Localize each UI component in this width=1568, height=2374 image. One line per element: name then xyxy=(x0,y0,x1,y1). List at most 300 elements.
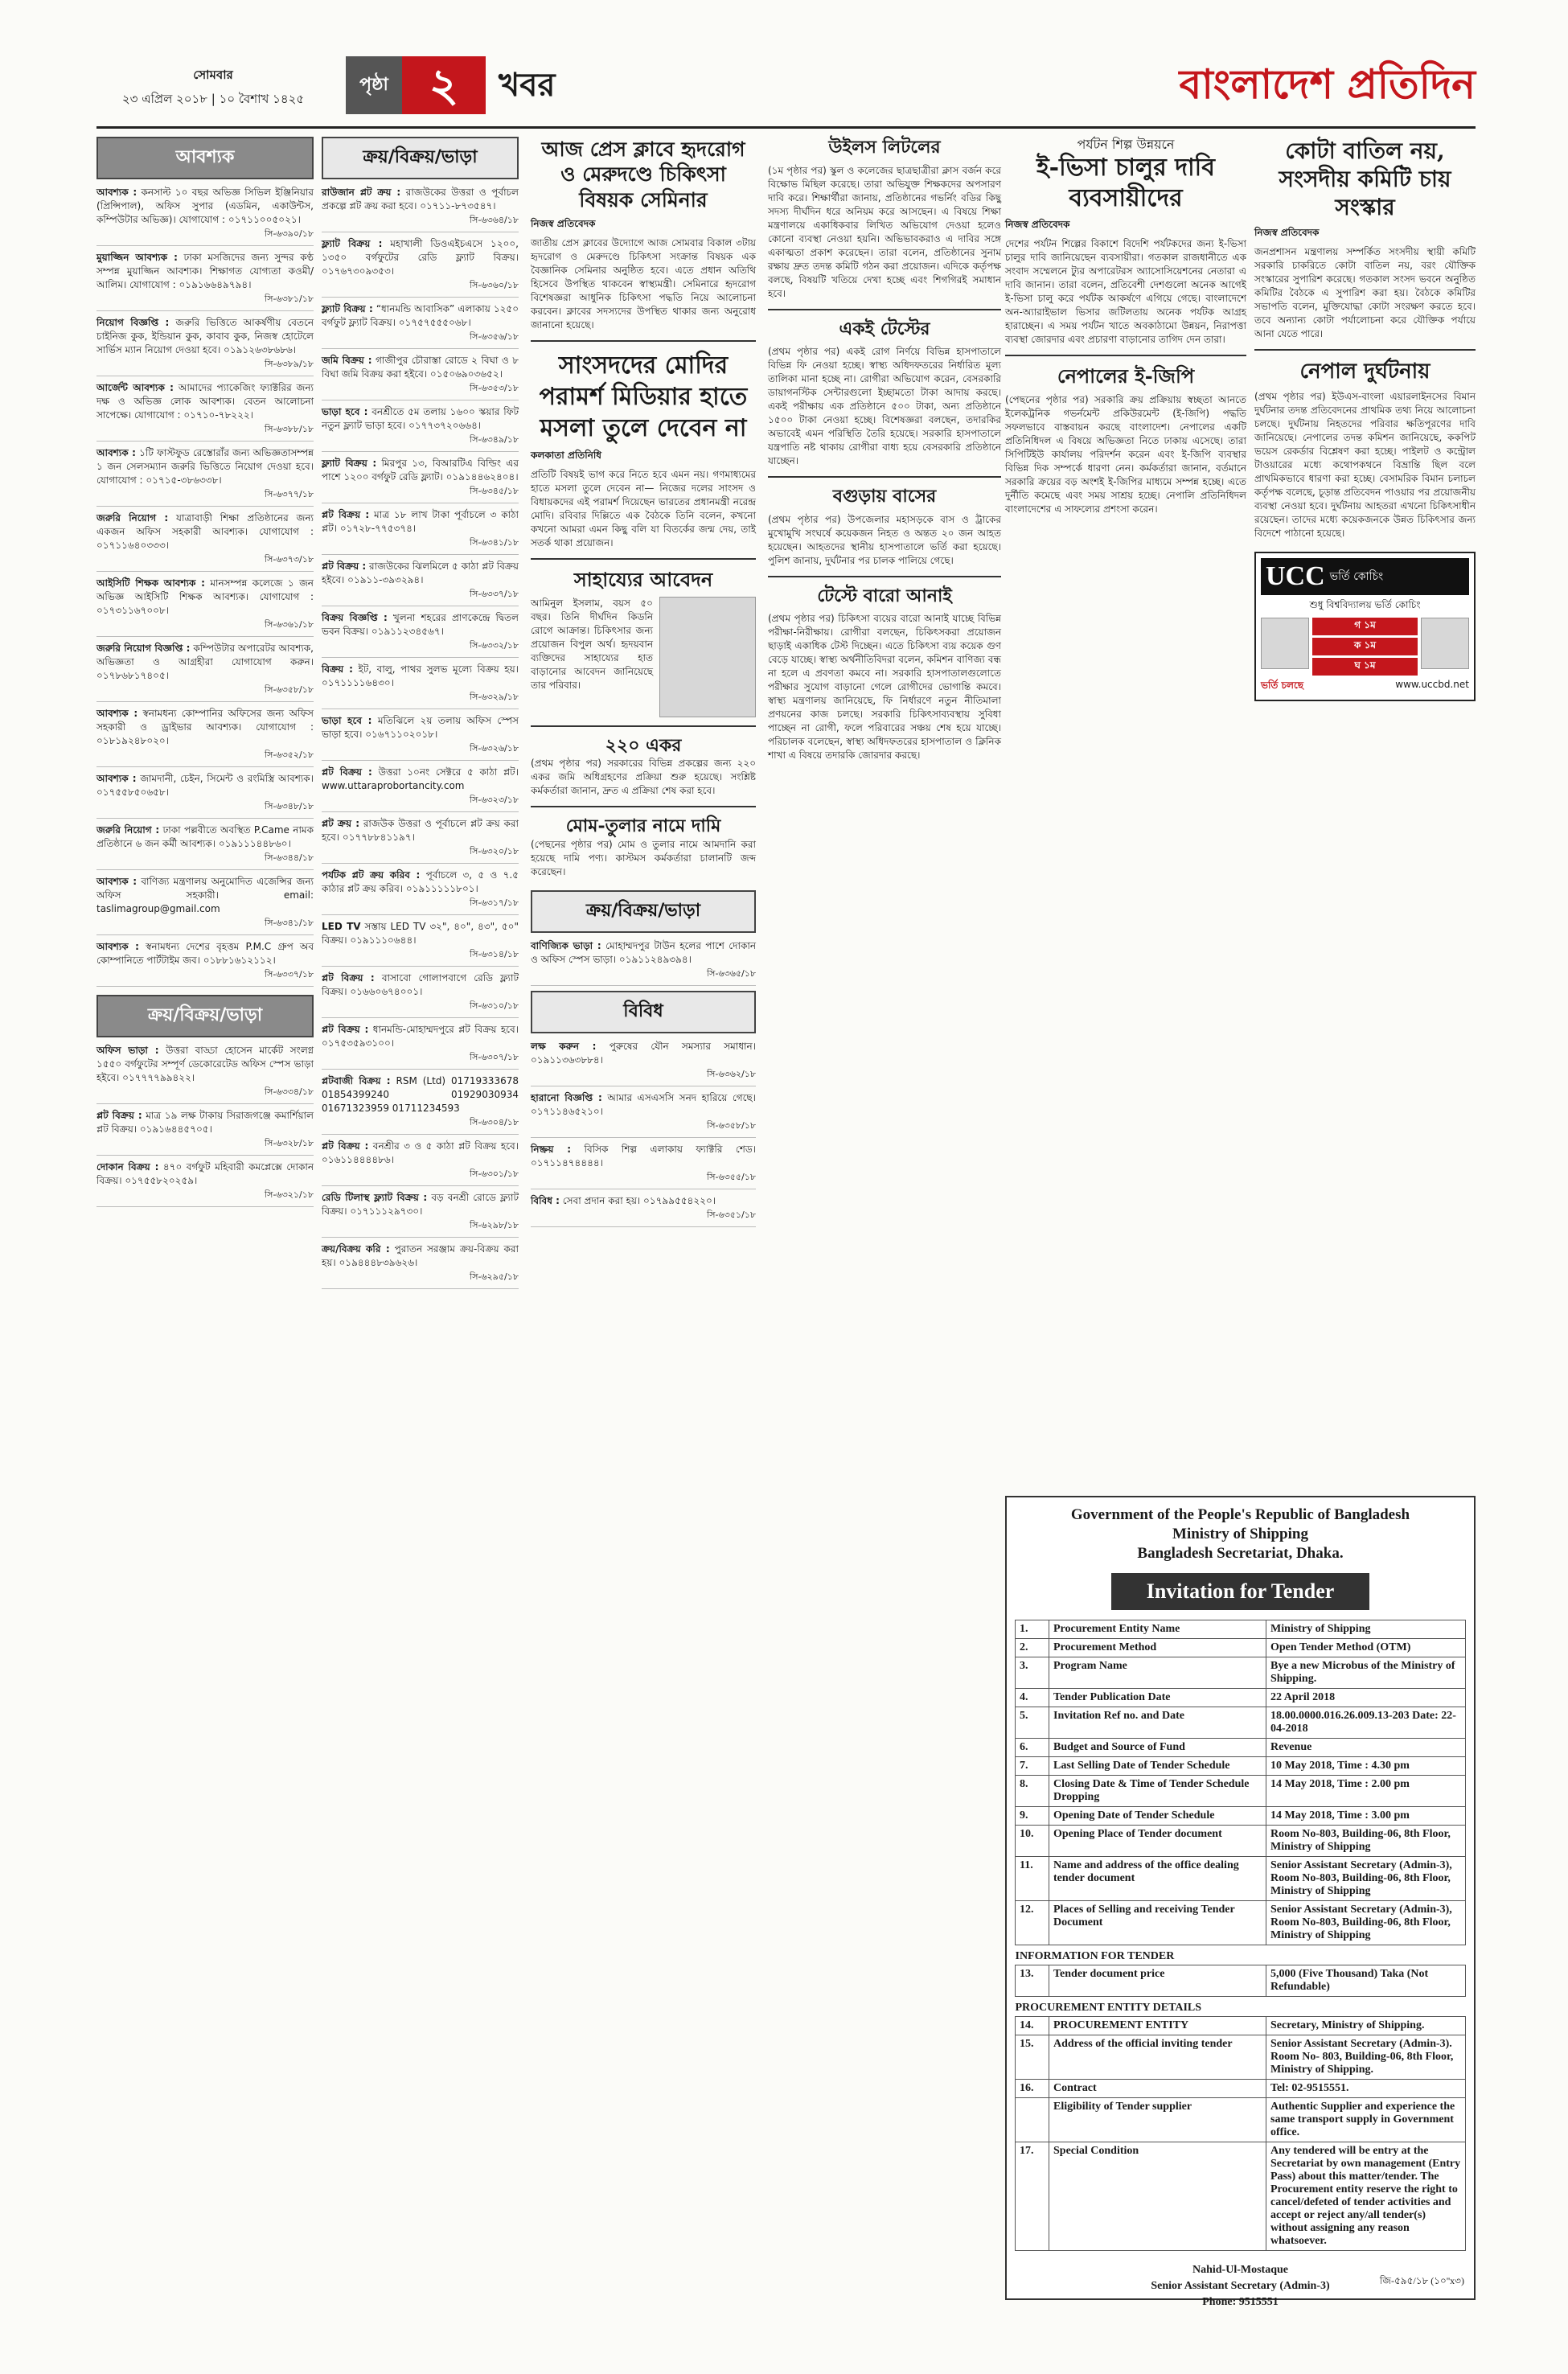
classified-ad xyxy=(322,663,519,709)
ad-text: ৪৭০ বর্গফুট মহিবারী কমপ্লেক্সে দোকান বিক্রয়। ০১৭৫৫৮২০২৫৯। xyxy=(96,1161,314,1186)
ad-lead: লক্ষ করুন : xyxy=(531,1040,597,1052)
category-header-misc: বিবিধ xyxy=(531,991,756,1033)
ad-lead: জরুরি নিয়োগ : xyxy=(96,824,160,836)
article-body: (প্রথম পৃষ্ঠার পর) উপজেলার মহাসড়কে বাস ও ট্রাকের মুখোমুখি সংঘর্ষে কয়েকজন নিহত ও অন্তত ২০ জন আহত হয়েছেন। আহতদের স্থানীয় হাসপাতালে ভর্তি করা হয়েছে। পুলিশ জানায়, দুর্ঘটনার পর চালক পালিয়ে গেছে। xyxy=(768,513,1001,566)
article-body: জাতীয় প্রেস ক্লাবের উদ্যোগে আজ সোমবার বিকাল ৩টায় হৃদরোগ ও মেরুদণ্ডে চিকিৎসা সংক্রান্ত বিষয়ক এক বৈজ্ঞানিক সেমিনার অনুষ্ঠিত হবে। এতে প্রধান অতিথি হিসেবে উপস্থিত থাকবেন স্বাস্থ্যমন্ত্রী। সেমিনারে হৃদরোগ বিশেষজ্ঞরা আধুনিক চিকিৎসা পদ্ধতি নিয়ে আলোচনা করবেন। ক্লাবের সদস্যদের উপস্থিত থাকার জন্য অনুরোধ জানানো হয়েছে। xyxy=(531,236,756,331)
ad-lead: ফ্ল্যাট বিক্রয় : xyxy=(322,458,377,469)
ad-text: রাজউকের ঝিলমিলে ৫ কাঠা প্লট বিক্রয় হইবে। ০১৯১১-৩৯৩২৯৪। xyxy=(322,561,519,585)
tender-row-label: Procurement Entity Name xyxy=(1049,1620,1266,1639)
article-body: জনপ্রশাসন মন্ত্রণালয় সম্পর্কিত সংসদীয় স্থায়ী কমিটি সরকারি চাকরিতে কোটা বাতিল নয়, বরং যৌক্তিক সংস্কারের সুপারিশ করেছে। গতকাল সংসদ ভবনে অনুষ্ঠিত কমিটির বৈঠকে এ সুপারিশ করা হয়। বৈঠকে কমিটির সভাপতি বলেন, মুক্তিযোদ্ধা কোটা সংরক্ষণ করতে হবে। তবে অন্যান্য কোটা পর্যালোচনা করে যৌক্তিক পর্যায়ে আনা যেতে পারে। xyxy=(1254,246,1476,339)
news-column-5 xyxy=(1005,137,1246,516)
ad-text: সস্তায় LED TV ৩২", ৪০", ৪৩", ৫০" বিক্রয়। ০১৯১১১০৬৪৪। xyxy=(322,921,519,946)
tender-row xyxy=(1016,1707,1466,1739)
tender-row xyxy=(1016,1657,1466,1689)
ad-text: পূর্বাচলে ৩, ৫ ও ৭.৫ কাঠার প্লট ক্রয় করিব। ০১৯১১১১১৮০১। xyxy=(322,869,519,894)
category-header-buy-sell-rent: ক্রয়/বিক্রয়/ভাড়া xyxy=(322,137,519,179)
headline-wax-cotton: মোম-তুলার নামে দামি xyxy=(565,815,721,837)
ad-text: মোহাম্মদপুর টাউন হলের পাশে দোকান ও অফিস স্পেস ভাড়া। ০১৯১১২৪৯৩৯৪। xyxy=(531,939,756,965)
ad-text: স্বনামধন্য কোম্পানির অফিসের জন্য অফিস সহকারী ও ড্রাইভার আবশ্যক। যোগাযোগ : ০১৮১৯২৪৮০২০। xyxy=(96,708,314,746)
ad-code: সি-৬৩২০/১৮ xyxy=(470,846,519,856)
ad-text: সেবা প্রদান করা হয়। ০১৭৯৯৫৫৪২২০। xyxy=(562,1194,716,1206)
tender-row-number: 4. xyxy=(1016,1689,1049,1707)
tender-row-label: Name and address of the office dealing tender document xyxy=(1049,1857,1266,1901)
ad-code: সি-৬৩৯০/১৮ xyxy=(265,228,314,239)
tender-row xyxy=(1016,1807,1466,1826)
headline-wills-little: উইলস লিটলের xyxy=(828,137,941,158)
ad-lead: হারানো বিজ্ঞপ্তি : xyxy=(531,1091,602,1103)
ad-lead: জরুরি নিয়োগ বিজ্ঞপ্তি : xyxy=(96,643,191,654)
ad-code: সি-৬৩৮৯/১৮ xyxy=(265,359,314,369)
ad-code: সি-৬৩৬৪/১৮ xyxy=(470,215,519,225)
divider xyxy=(768,309,1001,310)
page-number: ২ xyxy=(402,56,486,114)
tender-row-value: Bye a new Microbus of the Ministry of Shipping. xyxy=(1266,1657,1466,1689)
classified-ad xyxy=(322,405,519,452)
tender-row xyxy=(1016,2098,1466,2142)
ad-text: বাণিজ্য মন্ত্রণালয় অনুমোদিত এজেন্সির জন্য অফিস সহকারী। email: taslimagroup@gmail.com xyxy=(96,876,314,914)
tender-row-label: PROCUREMENT ENTITY xyxy=(1049,2017,1266,2035)
student-photo xyxy=(1261,618,1309,669)
tender-row-value: Any tendered will be entry at the Secretariat by own management (Entry Pass) about this matter/tender. The Procurement entity reserve the right to cancel/defeted of tender activities and accept or reject any/all tender(s) without assigning any reason whatsoever. xyxy=(1266,2142,1466,2251)
tender-row-label: Opening Place of Tender document xyxy=(1049,1826,1266,1857)
page-label: পৃষ্ঠা xyxy=(346,56,402,114)
ad-lead: প্লট বিক্রয় : xyxy=(322,509,370,520)
headline-twelve-annas: টেস্টে বারো আনাই xyxy=(817,585,952,606)
ad-code: সি-৬৩৮১/১৮ xyxy=(265,294,314,304)
ad-text: বাসাবো গোলাপবাগে রেডি ফ্ল্যাট বিক্রয়। ০১৬৬০৬৭৪০০১। xyxy=(322,972,519,997)
news-column-6 xyxy=(1254,137,1476,701)
ad-lead: আইসিটি শিক্ষক আবশ্যক : xyxy=(96,577,205,589)
classified-ad xyxy=(96,577,314,637)
classified-ad xyxy=(322,457,519,503)
article-body: (পেছনের পৃষ্ঠার পর) সরকারি ক্রয় প্রক্রিয়ায় স্বচ্ছতা আনতে ইলেকট্রনিক গভর্নমেন্ট প্রকিউরমেন্ট (ই-জিপি) পদ্ধতি সফলভাবে বাস্তবায়ন করছে বাংলাদেশ। নেপালের একটি প্রতিনিধিদল এ বিষয়ে অভিজ্ঞতা নিতে ঢাকায় এসেছে। তারা সিপিটিইউ কার্যালয় পরিদর্শন করেন এবং ই-জিপি ব্যবস্থার বিভিন্ন দিক সম্পর্কে ধারণা নেন। কর্মকর্তারা জানান, বর্তমানে সরকারি ক্রয়ের বড় অংশই ই-জিপির মাধ্যমে সম্পন্ন হচ্ছে। এতে দুর্নীতি কমেছে এবং সময় সাশ্রয় হচ্ছে। নেপালি প্রতিনিধিদল বাংলাদেশের এ সাফল্যের প্রশংসা করেন। xyxy=(1005,394,1246,515)
student-photo xyxy=(1421,618,1469,669)
ad-code: সি-৬৩১০/১৮ xyxy=(470,1000,519,1011)
ad-text: মাত্র ১৮ লাখ টাকা পূর্বাচলে ৩ কাঠা প্লট। ০১৭২৮-৭৭৫৩৭৪। xyxy=(322,509,519,534)
section-title: খবর xyxy=(499,66,556,104)
tender-row-number: 3. xyxy=(1016,1657,1049,1689)
ad-lead: বিক্রয় : xyxy=(322,663,353,675)
ad-lead: বিবিধ : xyxy=(531,1194,560,1206)
divider xyxy=(531,340,756,342)
tender-row-number: 13. xyxy=(1016,1965,1049,1997)
ad-code: সি-৬৩৫২/১৮ xyxy=(265,750,314,760)
ad-text: বনশ্রীতে ৫ম তলায় ১৬০০ স্কয়ার ফিট নতুন ফ্ল্যাট ভাড়া হবে। ০১৭৭৩৭২০৬৬৪। xyxy=(322,406,519,431)
tender-row-label: Special Condition xyxy=(1049,2142,1266,2251)
ad-lead: ভাড়া হবে : xyxy=(322,406,368,417)
tender-row-label: Invitation Ref no. and Date xyxy=(1049,1707,1266,1739)
ad-text: উত্তরা ১০নং সেক্টরে ৫ কাঠা প্লট। www.uttaraprobortancity.com xyxy=(322,766,519,791)
divider xyxy=(531,725,756,727)
classified-ad xyxy=(96,186,314,246)
misc-ads-list xyxy=(531,1040,756,1227)
ad-lead: প্লটবাজী বিক্রয় : xyxy=(322,1075,391,1086)
ad-code: সি-৬৩৪৫/১৮ xyxy=(470,486,519,496)
tender-row-number: 7. xyxy=(1016,1757,1049,1776)
tender-row-number: 2. xyxy=(1016,1639,1049,1657)
article-body: (প্রথম পৃষ্ঠার পর) সরকারের বিভিন্ন প্রকল্পের জন্য ২২০ একর জমি অধিগ্রহণের প্রক্রিয়া শুরু হয়েছে। সংশ্লিষ্ট কর্মকর্তারা জানান, দ্রুত এ প্রক্রিয়া শেষ করা হবে। xyxy=(531,758,756,797)
tender-row-number: 11. xyxy=(1016,1857,1049,1901)
divider xyxy=(531,806,756,807)
tender-row-number: 1. xyxy=(1016,1620,1049,1639)
classified-ad xyxy=(322,560,519,606)
ad-code: সি-৬৩৩৪/১৮ xyxy=(265,1086,314,1097)
ad-text: ১টি ফাস্টফুড রেস্তোরাঁর জন্য অভিজ্ঞতাসম্পন্ন ১ জন সেলসম্যান জরুরি ভিত্তিতে নিয়োগ দেওয়া হবে। যোগাযোগ : ০১৭১৫-৩৮৬৩৩৮। xyxy=(96,447,314,486)
tender-row-label: Tender Publication Date xyxy=(1049,1689,1266,1707)
tender-row-number: 10. xyxy=(1016,1826,1049,1857)
kicker: পর্যটন শিল্প উন্নয়নে xyxy=(1077,137,1175,152)
ad-lead: আবশ্যক : xyxy=(96,876,138,887)
article-body: (প্রথম পৃষ্ঠার পর) একই রোগ নির্ণয়ে বিভিন্ন হাসপাতালে বিভিন্ন ফি নেওয়া হচ্ছে। স্বাস্থ্য অধিদফতরের নির্ধারিত মূল্য তালিকা মানা হচ্ছে না। রোগীরা অভিযোগ করেন, বেসরকারি ডায়াগনস্টিক সেন্টারগুলো ইচ্ছামতো টাকা আদায় করছে। একই পরীক্ষায় এক প্রতিষ্ঠানে ৫০০ টাকা, অন্য প্রতিষ্ঠানে ১৫০০ টাকা নেওয়া হচ্ছে। বিশেষজ্ঞরা বলছেন, তদারকির অভাবেই এমন পরিস্থিতি তৈরি হয়েছে। সরকারি হাসপাতালে যন্ত্রপাতি নষ্ট থাকায় রোগীরা বাধ্য হয়ে বেসরকারি প্রতিষ্ঠানে যাচ্ছেন। xyxy=(768,346,1001,466)
ad-code: সি-৬৩৮৮/১৮ xyxy=(265,424,314,434)
byline: নিজস্ব প্রতিবেদক xyxy=(1254,227,1320,238)
byline: নিজস্ব প্রতিবেদক xyxy=(531,217,596,229)
tender-row-label: Procurement Method xyxy=(1049,1639,1266,1657)
tender-row-value: 14 May 2018, Time : 2.00 pm xyxy=(1266,1776,1466,1807)
tender-row-number: 8. xyxy=(1016,1776,1049,1807)
masthead xyxy=(96,56,1476,129)
ad-text: পুরাতন সরঞ্জাম ক্রয়-বিক্রয় করা হয়। ০১৯৪৪৪৮৩৯৬২৬। xyxy=(322,1243,519,1268)
tender-secretariat: Bangladesh Secretariat, Dhaka. xyxy=(1137,1545,1344,1562)
tender-row xyxy=(1016,2142,1466,2251)
article-body: প্রতিটি বিষয়ই ভাগ করে নিতে হবে এমন নয়। গণমাধ্যমের হাতে মসলা তুলে দেবেন না— নিজের দলের সাংসদ ও বিধায়কদের এই পরামর্শ দিয়েছেন ভারতের প্রধানমন্ত্রী নরেন্দ্র মোদি। রবিবার দিল্লিতে এক বৈঠকে তিনি বলেন, কখনো কখনো আমরা এমন কিছু বলি যা বিতর্কের জন্ম দেয়, তাই সতর্ক থাকা প্রয়োজন। xyxy=(531,468,756,548)
ad-text: ঢাকা মসজিদের জন্য সুন্দর কণ্ঠ সম্পন্ন মুয়াজ্জিন আবশ্যক। শিক্ষাগত যোগ্যতা কওমী/আলিম। যোগাযোগ : ০১৯১৬৬৪৯৭৯৪। xyxy=(96,252,314,290)
tender-row xyxy=(1016,1826,1466,1857)
classified-ad xyxy=(96,1160,314,1207)
buy-sell-rent-ads-list xyxy=(322,186,519,1289)
signatory-name: Nahid-Ul-Mostaque xyxy=(1192,2264,1288,2276)
tender-row xyxy=(1016,1901,1466,1945)
headline-help-appeal: সাহায্যের আবেদন xyxy=(573,567,713,591)
ad-lead: আর্জেন্ট আবশ্যক : xyxy=(96,382,174,393)
ad-lead: দোকান বিক্রয় : xyxy=(96,1161,159,1173)
ad-code: সি-৬৩৪১/১৮ xyxy=(470,537,519,548)
ucc-rank-tag: ঘ ১ম xyxy=(1312,658,1418,676)
tender-row-label: Closing Date & Time of Tender Schedule Dropping xyxy=(1049,1776,1266,1807)
tender-row-label: Address of the official inviting tender xyxy=(1049,2035,1266,2080)
ad-lead: প্লট বিক্রয় : xyxy=(322,972,375,984)
tender-row-label: Contract xyxy=(1049,2080,1266,2098)
ad-text: ইট, বালু, পাথর সুলভ মূল্যে বিক্রয় হয়। ০১৭১১১১৬৪৩০। xyxy=(322,663,519,688)
ucc-website[interactable]: www.uccbd.net xyxy=(1395,678,1469,690)
ad-text: বড় বনশ্রী রোডে ফ্ল্যাট বিক্রয়। ০১৭১১১২৯৭৩০। xyxy=(322,1192,519,1217)
article-body: (পেছনের পৃষ্ঠার পর) মোম ও তুলার নামে আমদানি করা হয়েছে দামি পণ্য। কাস্টমস কর্মকর্তারা চালানটি জব্দ করেছেন। xyxy=(531,838,756,877)
classified-ad xyxy=(322,508,519,555)
buy-sell-ads-list xyxy=(96,1044,314,1207)
ad-text: মহাখালী ডিওএইচএসে ১২০০, ১৩৫০ বর্গফুটের রেডি ফ্ল্যাট বিক্রয়। ০১৭৬৭৩০৯৩৫৩। xyxy=(322,238,519,277)
divider xyxy=(1254,349,1476,351)
tender-row-value: Secretary, Ministry of Shipping. xyxy=(1266,2017,1466,2035)
ad-lead: প্লট বিক্রয় : xyxy=(322,766,372,778)
ad-text: আমার এসএসসি সনদ হারিয়ে গেছে। ০১৭১১৪৬৫২১০। xyxy=(531,1091,756,1117)
tender-row-value: Authentic Supplier and experience the same transport supply in Government office. xyxy=(1266,2098,1466,2142)
byline: কলকাতা প্রতিনিধি xyxy=(531,449,602,461)
ad-code: সি-৬৩৩৭/১৮ xyxy=(265,969,314,980)
ad-text: ঢাকা পল্লবীতে অবস্থিত P.Came নামক প্রতিষ্ঠানে ৬ জন কর্মী আবশ্যক। ০১৯১১১৪৪৮৬০। xyxy=(96,824,314,849)
ad-lead: আবশ্যক : xyxy=(96,187,138,198)
ad-text: স্বনামধন্য দেশের বৃহত্তম P.M.C গ্রুপ অব কোম্পানিতে পার্টটাইম জব। ০১৮৮১৬১২১১২। xyxy=(96,941,314,966)
ad-code: সি-৬৩৪৮/১৮ xyxy=(265,801,314,811)
tender-row-value: Senior Assistant Secretary (Admin-3), Room No-803, Building-06, 8th Floor, Ministry of Shipping xyxy=(1266,1857,1466,1901)
tender-row xyxy=(1016,1776,1466,1807)
ad-code: সি-৬৩৫৩/১৮ xyxy=(470,383,519,393)
headline-modi-advice: সাংসদদের মোদির পরামর্শ মিডিয়ার হাতে মসলা তুলে দেবেন না xyxy=(539,351,748,442)
ad-lead: আবশ্যক : xyxy=(96,708,138,719)
ad-lead: LED TV xyxy=(322,921,361,932)
category-header-wanted: আবশ্যক xyxy=(96,137,314,179)
classified-ad xyxy=(96,381,314,442)
ad-text: উত্তরা বাড্ডা হোসেন মার্কেট সংলগ্ন ১৫৫০ বর্গফুটের সম্পূর্ণ ডেকোরেটেড অফিস স্পেস ভাড়া হইবে। ০১৭৭৭৭৯৯৪২২। xyxy=(96,1045,314,1083)
tender-row-label: Opening Date of Tender Schedule xyxy=(1049,1807,1266,1826)
tender-row xyxy=(1016,1689,1466,1707)
classified-ad xyxy=(96,446,314,507)
ad-code: সি-৬৩২১/১৮ xyxy=(265,1189,314,1200)
tender-government: Government of the People's Republic of Bangladesh xyxy=(1070,1506,1410,1523)
tender-row-number: 12. xyxy=(1016,1901,1049,1945)
ad-code: সি-৬৩৪৪/১৮ xyxy=(265,852,314,863)
divider xyxy=(1005,355,1246,356)
tender-row-value: Senior Assistant Secretary (Admin-3), Room No-803, Building-06, 8th Floor, Ministry of Shipping xyxy=(1266,1901,1466,1945)
headline-e-visa: ই-ভিসা চালুর দাবি ব্যবসায়ীদের xyxy=(1036,154,1215,212)
classified-ad xyxy=(531,939,756,986)
ad-lead: মুয়াজ্জিন আবশ্যক : xyxy=(96,252,178,263)
ad-code: সি-৬৩৫৮/১৮ xyxy=(707,1119,756,1131)
ad-lead: প্লট ক্রয় : xyxy=(322,818,359,829)
tender-title: Invitation for Tender xyxy=(1111,1573,1369,1610)
article-body: (প্রথম পৃষ্ঠার পর) ইউএস-বাংলা এয়ারলাইনসের বিমান দুর্ঘটনার তদন্ত প্রতিবেদনের প্রাথমিক তথ্য নিয়ে আলোচনা চলছে। দুর্ঘটনায় নিহতদের পরিবার ক্ষতিপূরণের দাবি জানিয়েছে। নেপালের তদন্ত কমিশন জানিয়েছে, ককপিট ভয়েস রেকর্ডার বিশ্লেষণ করা হচ্ছে। পাইলট ও কন্ট্রোল টাওয়ারের মধ্যে কথোপকথনে বিভ্রান্তি ছিল বলে প্রাথমিকভাবে ধারণা করা হচ্ছে। বেসামরিক বিমান চলাচল কর্তৃপক্ষ বলেছে, চূড়ান্ত প্রতিবেদন পাওয়ার পর প্রয়োজনীয় ব্যবস্থা নেওয়া হবে। দুর্ঘটনায় আহতরা এখনো চিকিৎসাধীন রয়েছেন। তাদের মধ্যে কয়েকজনকে উন্নত চিকিৎসার জন্য বিদেশে পাঠানো হয়েছে। xyxy=(1254,390,1476,539)
ad-text: মিরপুর ১৩, বিআরটিএ বিল্ডিং এর পাশে ১২০০ বর্গফুট রেডি ফ্ল্যাট। ০১৯১৪৪৬২৪০৪। xyxy=(322,458,519,483)
classifieds-column-1 xyxy=(96,137,314,1212)
classified-ad xyxy=(96,1109,314,1156)
headline-nepal-egp: নেপালের ই-জিপি xyxy=(1057,364,1195,388)
ad-lead: আবশ্যক : xyxy=(96,941,139,952)
tender-row-number: 15. xyxy=(1016,2035,1049,2080)
ad-code: সি-৬৩২৬/১৮ xyxy=(470,743,519,754)
ucc-tagline: শুধু বিশ্ববিদ্যালয় ভর্তি কোচিং xyxy=(1309,598,1421,610)
tender-row xyxy=(1016,1739,1466,1757)
ad-code: সি-৬৩৬৫/১৮ xyxy=(707,967,756,979)
tender-row xyxy=(1016,1965,1466,1997)
tender-row xyxy=(1016,1857,1466,1901)
classified-ad xyxy=(96,316,314,376)
ad-code: সি-৬৩২৯/১৮ xyxy=(470,692,519,702)
tender-row xyxy=(1016,2080,1466,2098)
ad-text: যাত্রাবাড়ী শিক্ষা প্রতিষ্ঠানের জন্য একজন অফিস সহকারী আবশ্যক। যোগাযোগ : ০১৭১১৬৪০৩৩৩। xyxy=(96,512,314,551)
ucc-subtitle: ভর্তি কোচিং xyxy=(1329,569,1384,583)
tender-notice xyxy=(1005,1496,1476,2308)
article-body: (১ম পৃষ্ঠার পর) স্কুল ও কলেজের ছাত্রছাত্রীরা ক্লাস বর্জন করে বিক্ষোভ মিছিল করেছে। তারা অভিযুক্ত শিক্ষকদের অপসারণ দাবি করে। শিক্ষার্থীরা জানায়, প্রতিষ্ঠানের গভর্নিং বডির কিছু সদস্য দীর্ঘদিন ধরে অনিয়ম করে আসছেন। এ বিষয়ে শিক্ষা মন্ত্রণালয়ে একাধিকবার লিখিত অভিযোগ দেওয়া হলেও কোনো ব্যবস্থা নেওয়া হয়নি। অভিভাবকরাও এ দাবির সঙ্গে একাত্মতা প্রকাশ করেছেন। তারা বলেন, প্রতিষ্ঠানের সুনাম রক্ষায় দ্রুত তদন্ত কমিটি গঠন করা প্রয়োজন। এদিকে কর্তৃপক্ষ বলছে, বিষয়টি খতিয়ে দেখা হচ্ছে এবং শিগগিরই সমাধান হবে। xyxy=(768,164,1001,299)
ad-lead: প্লট বিক্রয় : xyxy=(322,1140,369,1152)
classifieds-column-2 xyxy=(322,137,519,1294)
ad-text: মাত্র ১৯ লক্ষ টাকায় সিরাজগঞ্জে কমার্শিয়াল প্লট বিক্রয়। ০১৯১৬৪৪৫৭০৫। xyxy=(96,1110,314,1135)
newspaper-logo: বাংলাদেশ প্রতিদিন xyxy=(1179,60,1476,108)
ad-code: সি-৬৩১৭/১৮ xyxy=(470,897,519,908)
ad-lead: নিয়োগ বিজ্ঞপ্তি : xyxy=(96,317,170,328)
ad-text: রাজউকের উত্তরা ও পূর্বাচল প্রকল্পে প্লট ক্রয় করা হবে। ০১৭১১-৮৭৩৫৪৭। xyxy=(322,187,519,212)
headline-220-acres: ২২০ একর xyxy=(605,734,682,756)
classified-ad xyxy=(322,1074,519,1135)
ucc-admission-label: ভর্তি চলছে xyxy=(1261,679,1304,691)
ad-code: সি-৬৩৫৫/১৮ xyxy=(707,1171,756,1182)
tender-row-label: Budget and Source of Fund xyxy=(1049,1739,1266,1757)
classified-ad xyxy=(322,1242,519,1289)
ad-text: কনসাল্ট ১০ বছর অভিজ্ঞ সিভিল ইঞ্জিনিয়ার (প্রিন্সিপাল), অফিস সুপার (এডমিন, একাউন্টস, কম্পিউটার অভিজ্ঞ)। যোগাযোগ : ০১৭১১০০৫০২১। xyxy=(96,187,314,225)
ad-lead: বাণিজ্যিক ভাড়া : xyxy=(531,939,601,951)
category-header-buy-sell-rent: ক্রয়/বিক্রয়/ভাড়া xyxy=(531,890,756,933)
tender-row-value: 5,000 (Five Thousand) Taka (Not Refundable) xyxy=(1266,1965,1466,1997)
ad-text: আমাদের প্যাকেজিং ফ্যাক্টরির জন্য দক্ষ ও অভিজ্ঞ লোক আবশ্যক। বেতন আলোচনা সাপেক্ষে। যোগাযোগ : ০১৭১০-৭৮২২২। xyxy=(96,382,314,421)
tender-section-entity: PROCUREMENT ENTITY DETAILS xyxy=(1015,2002,1202,2014)
ad-lead: প্লট বিক্রয় : xyxy=(96,1110,142,1121)
classified-ad xyxy=(322,237,519,298)
wanted-ads-list xyxy=(96,186,314,987)
ucc-rank-tags xyxy=(1312,618,1418,676)
ad-code: সি-৬৩৫৮/১৮ xyxy=(265,684,314,695)
classified-ad xyxy=(322,714,519,761)
ad-lead: বিক্রয় বিজ্ঞপ্তি : xyxy=(322,612,388,623)
ad-text: মানসম্পন্ন কলেজে ১ জন অভিজ্ঞ আইসিটি শিক্ষক আবশ্যক। যোগাযোগ : ০১৭৩১১৬৭০০৮। xyxy=(96,577,314,616)
ad-lead: ক্রয়/বিক্রয় করি : xyxy=(322,1243,390,1255)
issue-date xyxy=(96,63,330,111)
ad-text: পুরুষের যৌন সমস্যার সমাধান। ০১৯১১৩৬৩৮৮৪। xyxy=(531,1040,756,1066)
ad-lead: রাউজান প্লট ক্রয় : xyxy=(322,187,401,198)
tender-row xyxy=(1016,1620,1466,1639)
ad-lead: আবশ্যক : xyxy=(96,773,137,784)
tender-row xyxy=(1016,1757,1466,1776)
tender-row xyxy=(1016,1639,1466,1657)
ucc-rank-tag: ক ১ম xyxy=(1312,638,1418,655)
news-column-4 xyxy=(768,137,1001,762)
headline-press-club-seminar: আজ প্রেস ক্লাবে হৃদরোগ ও মেরুদণ্ডে চিকিৎসা বিষয়ক সেমিনার xyxy=(541,138,745,212)
ad-text: বনশ্রীর ৩ ও ৫ কাঠা প্লট বিক্রয় হবে। ০১৬১১৪৪৪৪৮৬। xyxy=(322,1140,519,1165)
ad-code: সি-৬৩৫১/১৮ xyxy=(707,1209,756,1220)
ad-code: সি-৬৩৬২/১৮ xyxy=(707,1068,756,1079)
article-body: দেশের পর্যটন শিল্পের বিকাশে বিদেশি পর্যটকদের জন্য ই-ভিসা চালুর দাবি জানিয়েছেন ব্যবসায়ীরা। গতকাল রাজধানীতে এক সংবাদ সম্মেলনে ট্যুর অপারেটরস অ্যাসোসিয়েশনের নেতারা এ দাবি জানান। তারা বলেন, প্রতিবেশী দেশগুলো অনেক আগেই ই-ভিসা চালু করে পর্যটক আকর্ষণে এগিয়ে গেছে। বাংলাদেশে অন-অ্যারাইভাল ভিসার জটিলতায় অনেক পর্যটক আগ্রহ হারাচ্ছেন। এ সময় পর্যটন খাতে অবকাঠামো উন্নয়ন, নিরাপত্তা ব্যবস্থা জোরদার এবং প্রচারণা বাড়ানোর তাগিদ দেন তারা। xyxy=(1005,238,1246,345)
ad-code: সি-৬৩৬০/১৮ xyxy=(470,280,519,290)
ad-code: সি-৬৩২৩/১৮ xyxy=(470,795,519,805)
tender-row-value: Open Tender Method (OTM) xyxy=(1266,1639,1466,1657)
tender-row-number: 16. xyxy=(1016,2080,1049,2098)
tender-row-value: Revenue xyxy=(1266,1739,1466,1757)
classified-ad xyxy=(96,875,314,935)
classified-ad xyxy=(96,707,314,767)
tender-row-value: 22 April 2018 xyxy=(1266,1689,1466,1707)
tender-row-value: Tel: 02-9515551. xyxy=(1266,2080,1466,2098)
ad-code: সি-৬৩৫৬/১৮ xyxy=(470,331,519,342)
issue-date-text: ২৩ এপ্রিল ২০১৮ | ১০ বৈশাখ ১৪২৫ xyxy=(121,92,305,106)
divider xyxy=(768,476,1001,478)
ad-text: জরুরি ভিত্তিতে আকর্ষণীয় বেতনে চাইনিজ কুক, ইন্ডিয়ান কুক, কাবাব কুক, নিজস্ব হোটেলে সার্ভিস ম্যান নিয়োগ দেওয়া হবে। ০১৯১২৬৩৮৬৮৬। xyxy=(96,317,314,355)
divider xyxy=(531,558,756,560)
ad-text: RSM (Ltd) 01719333678 01854399240 01929030934 01671323959 01711234593 xyxy=(322,1075,519,1114)
tender-row-label: Eligibility of Tender supplier xyxy=(1049,2098,1266,2142)
ad-lead: অফিস ভাড়া : xyxy=(96,1045,159,1056)
classified-ad xyxy=(96,772,314,819)
tender-row-value: Ministry of Shipping xyxy=(1266,1620,1466,1639)
tender-section-info: INFORMATION FOR TENDER xyxy=(1015,1950,1175,1962)
ad-text: খুলনা শহরের প্রাণকেন্দ্রে দ্বিতল ভবন বিক্রয়। ০১৯১১২৩৪৫৬৭। xyxy=(322,612,519,637)
tender-row-label: Tender document price xyxy=(1049,1965,1266,1997)
headline-quota-reform: কোটা বাতিল নয়, সংসদীয় কমিটি চায় সংস্কার xyxy=(1279,138,1451,220)
classified-ad xyxy=(322,611,519,658)
classified-ad xyxy=(531,1091,756,1138)
classified-ad xyxy=(96,1044,314,1104)
ad-lead: প্লট বিক্রয় : xyxy=(322,1024,369,1035)
tender-row-value: Senior Assistant Secretary (Admin-3). Room No- 803, Building-06, 8th Floor, Ministry of Shipping. xyxy=(1266,2035,1466,2080)
signatory-title: Senior Assistant Secretary (Admin-3) xyxy=(1151,2280,1330,2292)
classified-ad xyxy=(322,971,519,1018)
tender-row-value: Room No-803, Building-06, 8th Floor, Ministry of Shipping xyxy=(1266,1826,1466,1857)
classified-ad xyxy=(322,766,519,812)
classified-ad xyxy=(96,251,314,311)
classified-ad xyxy=(96,940,314,987)
ad-code: সি-৬৩০৭/১৮ xyxy=(470,1052,519,1062)
ad-lead: জমি বিক্রয় : xyxy=(322,355,372,366)
ad-lead: জরুরি নিয়োগ : xyxy=(96,512,169,524)
ad-code: সি-৬৩৪৯/১৮ xyxy=(470,434,519,445)
ad-lead: ভাড়া হবে : xyxy=(322,715,372,726)
ad-code: সি-৬৩৩২/১৮ xyxy=(470,640,519,651)
classified-ad xyxy=(531,1040,756,1086)
ad-code: সি-৬৩০৪/১৮ xyxy=(470,1117,519,1127)
headline-nepal-crash: নেপাল দুর্ঘটনায় xyxy=(1299,359,1430,384)
tender-row-label: Program Name xyxy=(1049,1657,1266,1689)
tender-table xyxy=(1015,1620,1466,2251)
byline: নিজস্ব প্রতিবেদক xyxy=(1005,219,1070,230)
ad-text: “ধানমন্ডি আবাসিক” এলাকায় ১২৫০ বর্গফুট ফ্ল্যাট বিক্রয়। ০১৭৫৭৫৫৫০৬৮। xyxy=(322,303,519,328)
ad-text: রাজউক উত্তরা ও পূর্বাচলে প্লট ক্রয় করা হবে। ০১৭৭৮৮৪১১৯৭। xyxy=(322,818,519,843)
ad-lead: ফ্ল্যাট বিক্রয় : xyxy=(322,238,383,249)
ad-lead: পর্যটক প্লট ক্রয় করিব : xyxy=(322,869,421,881)
classified-ad xyxy=(531,1194,756,1227)
ucc-ad xyxy=(1254,552,1476,701)
classified-ad xyxy=(322,817,519,864)
ad-code: সি-৬৩৭৭/১৮ xyxy=(265,489,314,499)
tender-row xyxy=(1016,2035,1466,2080)
tender-code: জি-৫৯৫/১৮ (১০''x৩) xyxy=(1379,2275,1464,2286)
tender-row-label: Places of Selling and receiving Tender Document xyxy=(1049,1901,1266,1945)
classified-ad xyxy=(96,642,314,702)
article-body: (প্রথম পৃষ্ঠার পর) চিকিৎসা ব্যয়ের বারো আনাই যাচ্ছে বিভিন্ন পরীক্ষা-নিরীক্ষায়। রোগীরা বলছেন, চিকিৎসকরা প্রয়োজন ছাড়াই একাধিক টেস্ট দিচ্ছেন। এতে চিকিৎসা ব্যয় কয়েক গুণ বেড়ে যাচ্ছে। স্বাস্থ্য অর্থনীতিবিদরা বলেন, কমিশন বাণিজ্য বন্ধ না হলে এ প্রবণতা কমবে না। সরকারি হাসপাতালগুলোতে পরীক্ষার সুযোগ বাড়ানো গেলে রোগীদের ভোগান্তি কমবে। স্বাস্থ্য মন্ত্রণালয় জানিয়েছে, ফি নির্ধারণে নতুন নীতিমালা প্রণয়নের কাজ চলছে। সরকারি চিকিৎসাব্যবস্থায় সুবিধা পাচ্ছেন না রোগী, ফলে পরিবারের সঞ্চয় শেষ হয়ে যাচ্ছে। পরিচালক বলেছেন, স্বাস্থ্য অধিদফতরের হাসপাতাল ও ক্লিনিক শাখা এ বিষয়ে তদারকি জোরদার করছে। xyxy=(768,613,1001,761)
patient-photo xyxy=(659,597,756,717)
tender-row-value: 14 May 2018, Time : 3.00 pm xyxy=(1266,1807,1466,1826)
ad-code: সি-৬৩৩৭/১৮ xyxy=(470,589,519,599)
classified-ad xyxy=(96,824,314,870)
signatory-phone: Phone: 9515551 xyxy=(1202,2296,1279,2308)
ad-code: সি-৬৩৭৩/১৮ xyxy=(265,554,314,565)
tender-row-label: Last Selling Date of Tender Schedule xyxy=(1049,1757,1266,1776)
ad-lead: প্লট বিক্রয় : xyxy=(322,561,367,572)
ad-code: সি-৬২৯৫/১৮ xyxy=(470,1271,519,1282)
ad-code: সি-৬২৯৮/১৮ xyxy=(470,1220,519,1230)
tender-row-number: 14. xyxy=(1016,2017,1049,2035)
tender-row-number: 17. xyxy=(1016,2142,1049,2251)
ad-code: সি-৬৩৪১/১৮ xyxy=(265,918,314,928)
classified-ad xyxy=(531,1143,756,1189)
ad-lead: রেডি টিলাস্থ ফ্ল্যাট বিক্রয় : xyxy=(322,1192,428,1203)
classified-ad xyxy=(96,511,314,572)
category-header-buy-sell: ক্রয়/বিক্রয়/ভাড়া xyxy=(96,995,314,1037)
ad-text: কম্পিউটার অপারেটর আবশ্যক, অভিজ্ঞতা ও আগ্রহীরা যোগাযোগ করুন। ০১৭৮৬৮১৭৪০৫। xyxy=(96,643,314,681)
classified-ad xyxy=(322,186,519,232)
ad-code: সি-৬৩৬১/১৮ xyxy=(265,619,314,630)
ad-code: সি-৬৩০১/১৮ xyxy=(470,1169,519,1179)
classified-ad xyxy=(322,1191,519,1238)
ad-lead: ফ্ল্যাট বিক্রয় : xyxy=(322,303,373,314)
classified-ad xyxy=(322,354,519,400)
classified-ad xyxy=(322,1140,519,1186)
ucc-rank-tag: গ ১ম xyxy=(1312,618,1418,635)
